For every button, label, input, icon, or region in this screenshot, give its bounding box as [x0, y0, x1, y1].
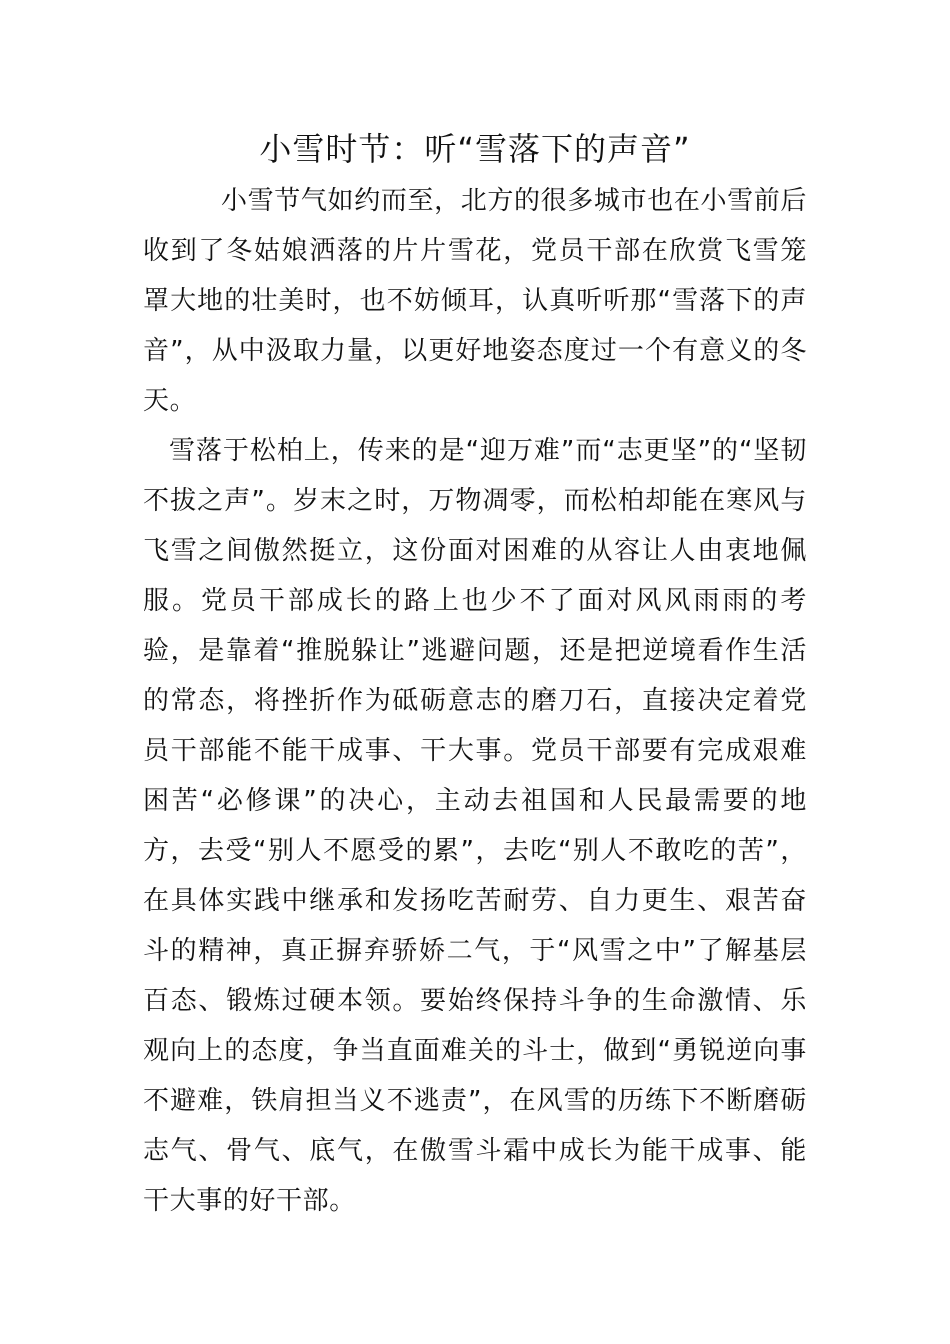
paragraph-2: 雪落于松柏上，传来的是“迎万难”而“志更坚”的“坚韧不拔之声”。岁末之时，万物凋零，而松柏却能在寒风与飞雪之间傲然挺立，这份面对困难的从容让人由衷地佩服。党员干部成长的路上也少不了面对风风雨雨的考验，是靠着“推脱躲让”逃避问题，还是把逆境看作生活的常态，将挫折作为砥砺意志的磨刀石，直接决定着党员干部能不能干成事、干大事。党员干部要有完成艰难困苦“必修课”的决心，主动去祖国和人民最需要的地方，去受“别人不愿受的累”，去吃“别人不敢吃的苦”，在具体实践中继承和发扬吃苦耐劳、自力更生、艰苦奋斗的精神，真正摒弃骄娇二气，于“风雪之中”了解基层百态、锻炼过硬本领。要始终保持斗争的生命激情、乐观向上的态度，争当直面难关的斗士，做到“勇锐逆向事不避难，铁肩担当义不逃责”，在风雪的历练下不断磨砺志气、骨气、底气，在傲雪斗霜中成长为能干成事、能干大事的好干部。 [143, 436, 807, 1216]
document-body [143, 176, 807, 1226]
document-title: 小雪时节：听“雪落下的声音” [259, 130, 691, 168]
paragraph-1: 小雪节气如约而至，北方的很多城市也在小雪前后收到了冬姑娘洒落的片片雪花，党员干部在欣赏飞雪笼罩大地的壮美时，也不妨倾耳，认真听听那“雪落下的声音”，从中汲取力量，以更好地姿态度过一个有意义的冬天。 [143, 186, 807, 416]
